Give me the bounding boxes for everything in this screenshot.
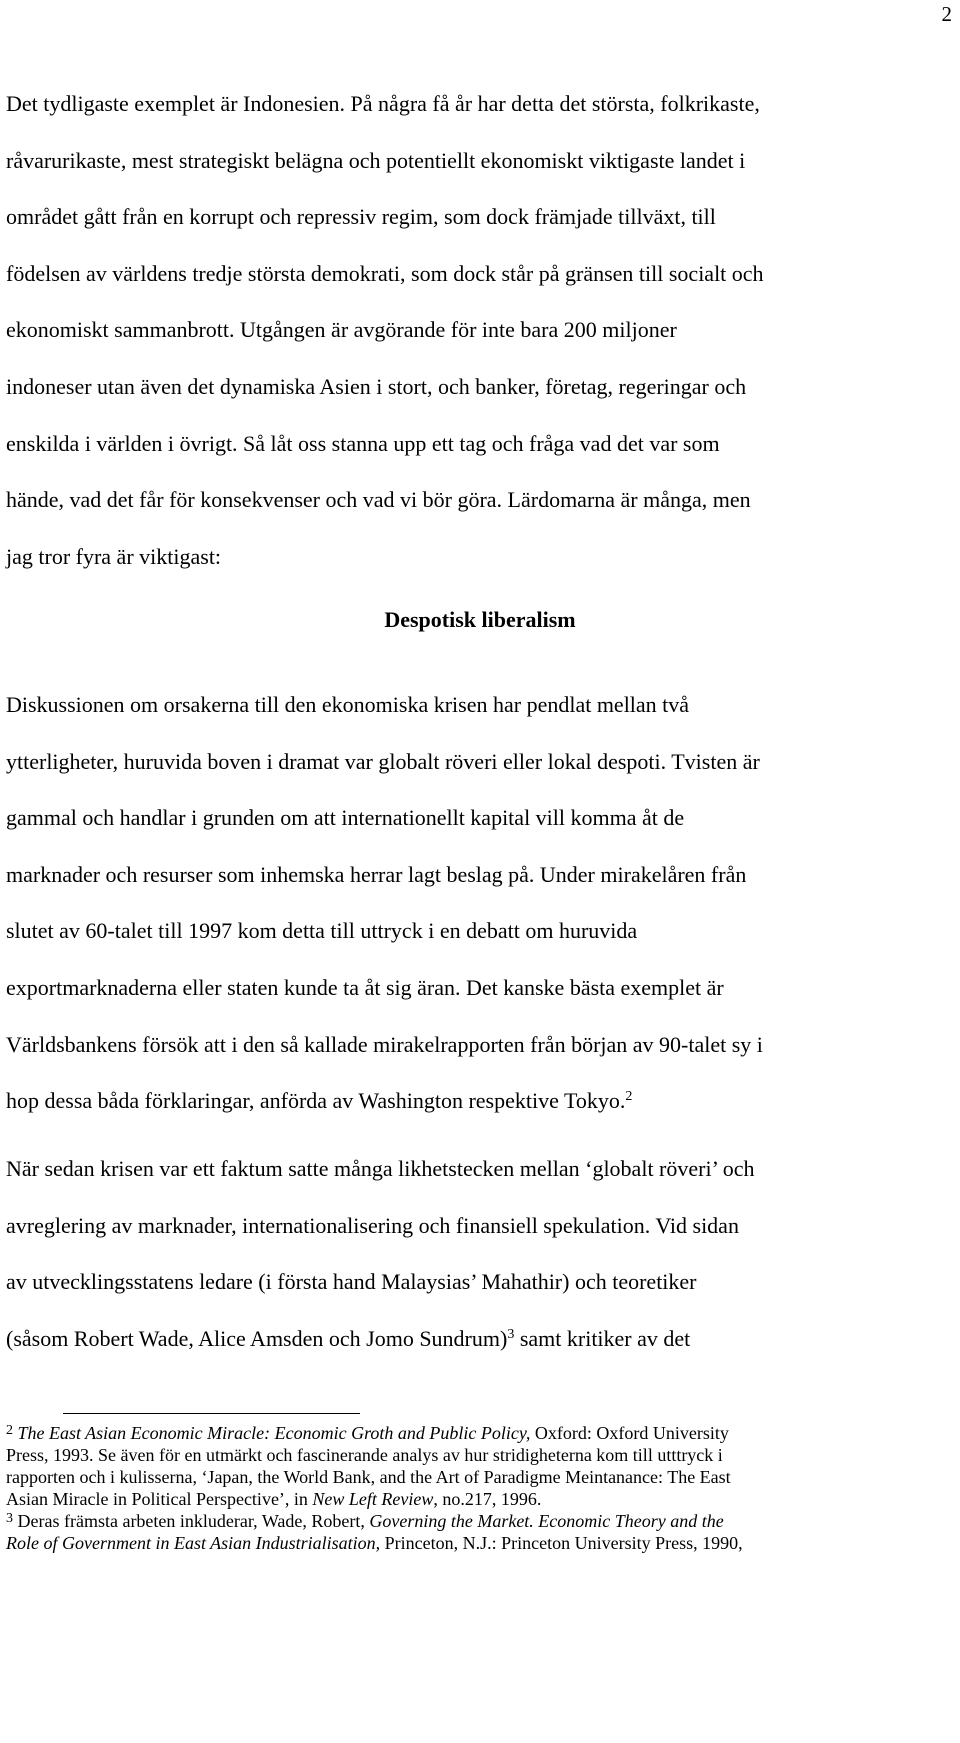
paragraph-indonesia <box>6 76 956 585</box>
footnote-text: Princeton, N.J.: Princeton University Press, 1990, <box>380 1533 743 1553</box>
text-line: Världsbankens försök att i den så kallade mirakelrapporten från början av 90-talet sy i <box>6 1031 763 1057</box>
text-line: ytterligheter, huruvida boven i dramat var globalt röveri eller lokal despoti. Tvisten är <box>6 748 760 774</box>
footnote-text: Oxford: Oxford University <box>530 1423 729 1443</box>
paragraph-crisis <box>6 1141 956 1367</box>
footnote-number: 3 <box>6 1511 13 1526</box>
text-fragment: (såsom Robert Wade, Alice Amsden och Jomo Sundrum) <box>6 1325 508 1351</box>
journal-title: New Left Review <box>312 1489 434 1509</box>
footnote-title: Role of Government in East Asian Industrialisation, <box>6 1533 381 1553</box>
footnote-text: Asian Miracle in Political Perspective’, in <box>6 1489 313 1509</box>
text-line: hände, vad det får för konsekvenser och vad vi bör göra. Lärdomarna är många, men <box>6 487 751 513</box>
text-line: marknader och resurser som inhemska herrar lagt beslag på. Under mirakelåren från <box>6 861 747 887</box>
footnote-ref[interactable]: 2 <box>625 1089 633 1105</box>
text-line <box>6 1073 956 1130</box>
text-fragment: samt kritiker av det <box>514 1325 691 1351</box>
footnote-text: rapporten och i kulisserna, ‘Japan, the World Bank, and the Art of Paradigme Meintanance: The East <box>6 1467 731 1487</box>
footnote-separator <box>63 1413 360 1414</box>
footnote-ref[interactable]: 3 <box>507 1326 515 1342</box>
text-line: Diskussionen om orsakerna till den ekonomiska krisen har pendlat mellan två <box>6 692 690 717</box>
footnotes <box>6 1422 956 1554</box>
text-line <box>6 1311 956 1368</box>
text-line: jag tror fyra är viktigast: <box>6 543 222 569</box>
page-number: 2 <box>941 2 952 26</box>
text-line: Det tydligaste exemplet är Indonesien. På några få år har detta det största, folkrikaste, <box>6 91 760 116</box>
footnote-title: The East Asian Economic Miracle: Economic Groth and Public Policy, <box>17 1423 531 1443</box>
footnote-3 <box>6 1510 956 1554</box>
text-line: området gått från en korrupt och repressiv regim, som dock främjade tillväxt, till <box>6 204 716 230</box>
text-line: indoneser utan även det dynamiska Asien i stort, och banker, företag, regeringar och <box>6 373 747 399</box>
section-heading: Despotisk liberalism <box>384 607 576 632</box>
footnote-title: Governing the Market. Economic Theory and the <box>369 1511 724 1531</box>
text-line: av utvecklingsstatens ledare (i första hand Malaysias’ Mahathir) och teoretiker <box>6 1269 697 1295</box>
footnote-number: 2 <box>6 1423 13 1438</box>
text-line: enskilda i världen i övrigt. Så låt oss stanna upp ett tag och fråga vad det var som <box>6 430 720 456</box>
footnote-2 <box>6 1422 956 1510</box>
text-line: avreglering av marknader, internationalisering och finansiell spekulation. Vid sidan <box>6 1212 739 1238</box>
footnote-text: Press, 1993. Se även för en utmärkt och fascinerande analys av hur stridigheterna kom till utttryck i <box>6 1445 723 1465</box>
text-line: slutet av 60-talet till 1997 kom detta till uttryck i en debatt om huruvida <box>6 918 638 944</box>
text-line: gammal och handlar i grunden om att internationellt kapital vill komma åt de <box>6 805 685 831</box>
text-line: ekonomiskt sammanbrott. Utgången är avgörande för inte bara 200 miljoner <box>6 317 677 343</box>
footnote-text: Deras främsta arbeten inkluderar, Wade, Robert, <box>13 1511 370 1531</box>
text-line: exportmarknaderna eller staten kunde ta åt sig äran. Det kanske bästa exemplet är <box>6 974 724 1000</box>
text-line: födelsen av världens tredje största demokrati, som dock står på gränsen till socialt och <box>6 260 764 286</box>
text-line: När sedan krisen var ett faktum satte många likhetstecken mellan ‘globalt röveri’ och <box>6 1156 755 1181</box>
text-line: råvarurikaste, mest strategiskt belägna och potentiellt ekonomiskt viktigaste landet i <box>6 147 746 173</box>
footnote-text: , no.217, 1996. <box>433 1489 542 1509</box>
paragraph-despotism <box>6 677 956 1130</box>
text-fragment: hop dessa båda förklaringar, anförda av Washington respektive Tokyo. <box>6 1088 626 1114</box>
